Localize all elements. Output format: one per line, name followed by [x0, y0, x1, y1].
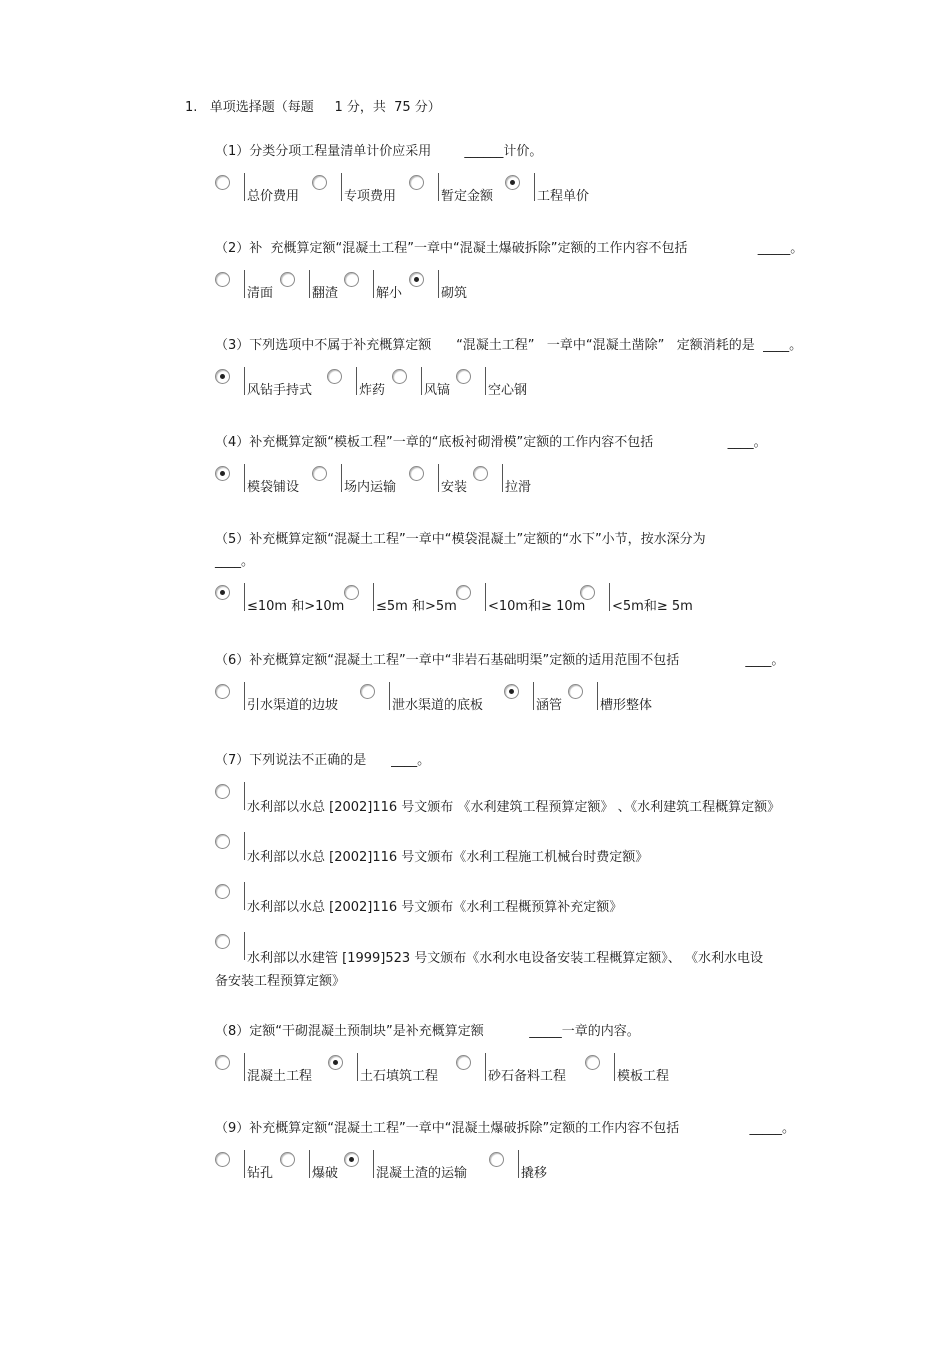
divider — [244, 464, 245, 492]
radio-icon[interactable] — [473, 466, 488, 481]
divider — [244, 832, 245, 860]
question-5-options — [215, 583, 865, 615]
divider — [373, 1150, 374, 1178]
divider — [485, 367, 486, 395]
radio-icon[interactable] — [280, 1152, 295, 1167]
radio-selected-icon[interactable] — [504, 684, 519, 699]
question-6-text: （6）补充概算定额“混凝土工程”一章中“非岩石基础明渠”定额的适用范围不包括 ____。 — [215, 653, 785, 668]
radio-selected-icon[interactable] — [215, 585, 230, 600]
option-label: 撬移 — [521, 1166, 548, 1181]
radio-icon[interactable] — [409, 175, 424, 190]
radio-selected-icon[interactable] — [505, 175, 520, 190]
question-1-text: （1）分类分项工程量清单计价应采用 ______计价。 — [215, 144, 543, 159]
question-1-options — [215, 173, 865, 205]
option-label: 槽形整体 — [600, 698, 653, 713]
question-8 — [215, 1021, 865, 1085]
radio-icon[interactable] — [392, 369, 407, 384]
divider — [341, 464, 342, 492]
question-8-options — [215, 1053, 865, 1085]
divider — [244, 173, 245, 201]
divider — [244, 682, 245, 710]
radio-icon[interactable] — [585, 1055, 600, 1070]
divider — [356, 367, 357, 395]
question-2-options — [215, 270, 865, 302]
divider — [438, 173, 439, 201]
option-label: 水利部以水总 [2002]116 号文颁布 《水利建筑工程预算定额》 、《水利建筑工程概算定额》 — [247, 800, 781, 815]
option-7-a[interactable] — [215, 782, 865, 832]
option-label: 风镐 — [424, 383, 451, 398]
option-label: 炸药 — [359, 383, 386, 398]
divider — [244, 583, 245, 611]
radio-icon[interactable] — [280, 272, 295, 287]
radio-icon[interactable] — [568, 684, 583, 699]
divider — [373, 583, 374, 611]
question-1 — [215, 141, 865, 205]
question-5-text-cont: ____。 — [215, 554, 255, 569]
divider — [244, 270, 245, 298]
divider — [373, 270, 374, 298]
option-label: 模板工程 — [617, 1069, 670, 1084]
option-label: 水利部以水建管 [1999]523 号文颁布《水利水电设备安装工程概算定额》、 《水利水电设 — [247, 951, 763, 966]
divider — [533, 682, 534, 710]
option-label: 钻孔 — [247, 1166, 274, 1181]
option-label: 场内运输 — [344, 480, 397, 495]
question-7 — [215, 750, 865, 992]
option-label: 清面 — [247, 286, 274, 301]
option-label: 暂定金额 — [441, 189, 494, 204]
divider — [309, 270, 310, 298]
option-7-d[interactable] — [215, 932, 865, 992]
question-4 — [215, 432, 865, 496]
option-label: 混凝土渣的运输 — [376, 1166, 468, 1181]
option-label: 解小 — [376, 286, 403, 301]
divider — [609, 583, 610, 611]
option-label: 砌筑 — [441, 286, 468, 301]
radio-icon[interactable] — [215, 934, 230, 949]
option-label: 模袋铺设 — [247, 480, 300, 495]
radio-icon[interactable] — [215, 834, 230, 849]
radio-icon[interactable] — [312, 466, 327, 481]
radio-icon[interactable] — [360, 684, 375, 699]
divider — [485, 1053, 486, 1081]
radio-icon[interactable] — [215, 272, 230, 287]
option-label: ≤10m 和>10m — [247, 599, 345, 614]
divider — [614, 1053, 615, 1081]
radio-icon[interactable] — [215, 1152, 230, 1167]
option-label: <10m和≥ 10m — [488, 599, 586, 614]
option-label: 泄水渠道的底板 — [392, 698, 484, 713]
radio-icon[interactable] — [580, 585, 595, 600]
section-heading: 1. 单项选择题（每题 1 分，共 75 分） — [185, 100, 441, 115]
radio-icon[interactable] — [409, 466, 424, 481]
radio-selected-icon[interactable] — [215, 369, 230, 384]
option-label: 水利部以水总 [2002]116 号文颁布《水利工程概预算补充定额》 — [247, 900, 623, 915]
question-4-text: （4）补充概算定额“模板工程”一章的“底板衬砌滑模”定额的工作内容不包括 ____。 — [215, 435, 767, 450]
question-3-text: （3）下列选项中不属于补充概算定额 “混凝土工程” 一章中“混凝土凿除” 定额消耗的是 ____。 — [215, 338, 803, 353]
question-9-options — [215, 1150, 865, 1182]
option-label: 涵管 — [536, 698, 563, 713]
radio-icon[interactable] — [456, 369, 471, 384]
option-label: 砂石备料工程 — [488, 1069, 567, 1084]
radio-selected-icon[interactable] — [328, 1055, 343, 1070]
option-label: 混凝土工程 — [247, 1069, 313, 1084]
divider — [244, 1053, 245, 1081]
question-3-options — [215, 367, 865, 399]
option-label: 土石填筑工程 — [360, 1069, 439, 1084]
question-9-text: （9）补充概算定额“混凝土工程”一章中“混凝土爆破拆除”定额的工作内容不包括 _____。 — [215, 1121, 795, 1136]
option-label: 专项费用 — [344, 189, 397, 204]
option-label: 翻渣 — [312, 286, 339, 301]
option-label: 风钻手持式 — [247, 383, 313, 398]
divider — [244, 932, 245, 960]
question-2-text: （2）补 充概算定额“混凝土工程”一章中“混凝土爆破拆除”定额的工作内容不包括 _____。 — [215, 241, 804, 256]
radio-icon[interactable] — [215, 684, 230, 699]
radio-icon[interactable] — [489, 1152, 504, 1167]
option-label: 爆破 — [312, 1166, 339, 1181]
option-label: 安装 — [441, 480, 468, 495]
option-label: <5m和≥ 5m — [612, 599, 693, 614]
question-3 — [215, 335, 865, 399]
divider — [244, 882, 245, 910]
radio-icon[interactable] — [312, 175, 327, 190]
question-2 — [215, 238, 865, 302]
question-5-text: （5）补充概算定额“混凝土工程”一章中“模袋混凝土”定额的“水下”小节，按水深分为 — [215, 532, 706, 547]
radio-icon[interactable] — [344, 585, 359, 600]
radio-icon[interactable] — [215, 884, 230, 899]
divider — [438, 464, 439, 492]
option-label: 引水渠道的边坡 — [247, 698, 339, 713]
divider — [389, 682, 390, 710]
divider — [244, 367, 245, 395]
question-6 — [215, 650, 865, 714]
option-7-c[interactable] — [215, 882, 865, 932]
radio-selected-icon[interactable] — [215, 466, 230, 481]
option-label: 空心钢 — [488, 383, 528, 398]
radio-icon[interactable] — [215, 1055, 230, 1070]
divider — [421, 367, 422, 395]
divider — [244, 1150, 245, 1178]
divider — [309, 1150, 310, 1178]
divider — [502, 464, 503, 492]
divider — [357, 1053, 358, 1081]
divider — [485, 583, 486, 611]
radio-icon[interactable] — [327, 369, 342, 384]
option-label: 拉滑 — [505, 480, 532, 495]
option-label: ≤5m 和>5m — [376, 599, 457, 614]
question-4-options — [215, 464, 865, 496]
question-5 — [215, 529, 865, 615]
radio-icon[interactable] — [456, 1055, 471, 1070]
option-7-b[interactable] — [215, 832, 865, 882]
radio-icon[interactable] — [215, 175, 230, 190]
divider — [244, 782, 245, 810]
radio-icon[interactable] — [456, 585, 471, 600]
option-label-cont: 备安装工程预算定额》 — [215, 974, 346, 989]
question-9 — [215, 1118, 865, 1182]
option-label: 工程单价 — [537, 189, 590, 204]
divider — [597, 682, 598, 710]
radio-icon[interactable] — [344, 272, 359, 287]
radio-selected-icon[interactable] — [344, 1152, 359, 1167]
divider — [341, 173, 342, 201]
question-7-text: （7）下列说法不正确的是 ____。 — [215, 753, 431, 768]
radio-selected-icon[interactable] — [409, 272, 424, 287]
divider — [534, 173, 535, 201]
divider — [438, 270, 439, 298]
question-8-text: （8）定额“干砌混凝土预制块”是补充概算定额 _____一章的内容。 — [215, 1024, 640, 1039]
radio-icon[interactable] — [215, 784, 230, 799]
divider — [518, 1150, 519, 1178]
option-label: 总价费用 — [247, 189, 300, 204]
option-label: 水利部以水总 [2002]116 号文颁布《水利工程施工机械台时费定额》 — [247, 850, 649, 865]
question-6-options — [215, 682, 865, 714]
question-7-options — [215, 782, 865, 992]
